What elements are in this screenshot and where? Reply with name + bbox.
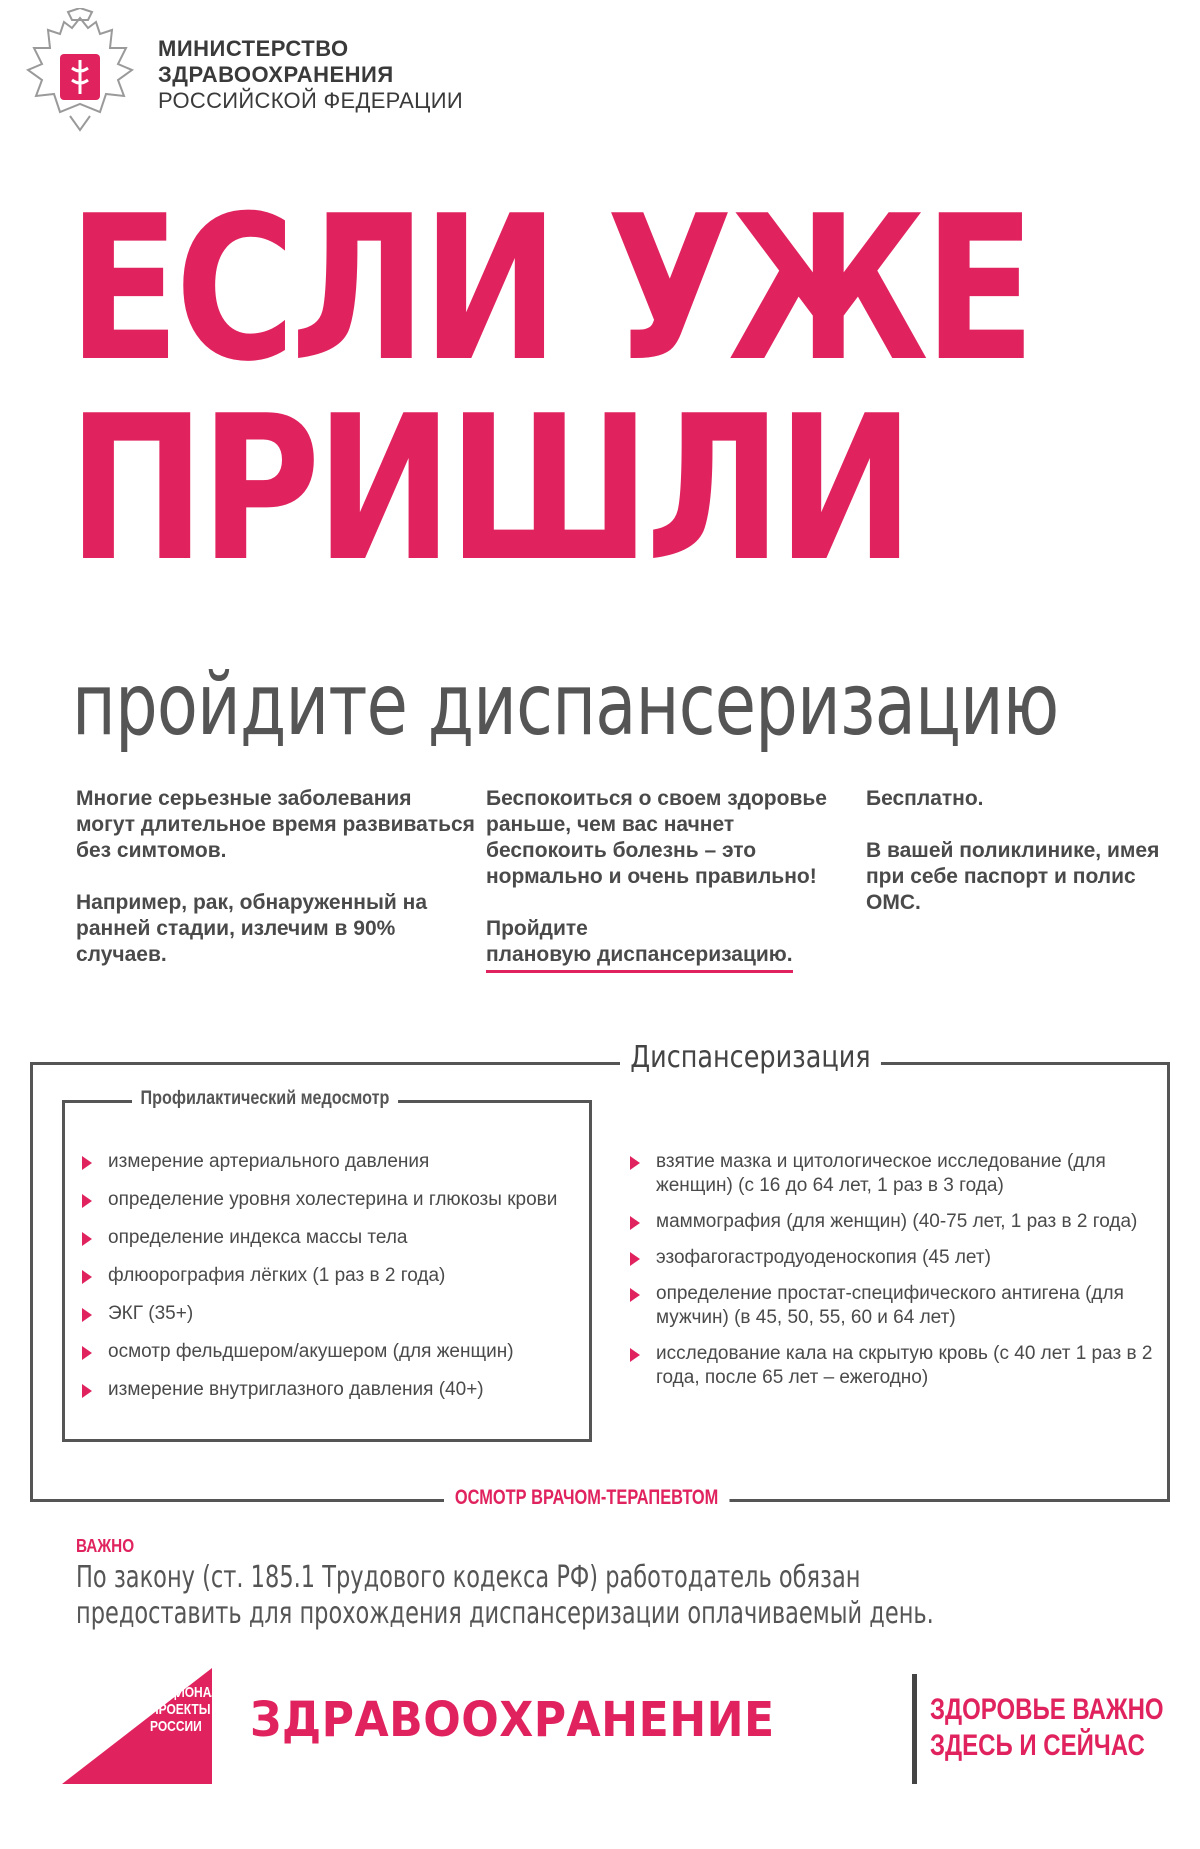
triangle-bullet-icon <box>82 1232 92 1246</box>
headline-line-2: ПРИШЛИ <box>68 373 910 606</box>
footer-divider <box>912 1674 917 1784</box>
triangle-bullet-icon <box>630 1216 640 1230</box>
list-item: ЭКГ (35+) <box>82 1302 582 1326</box>
ministry-name <box>158 36 518 114</box>
list-item: измерение внутриглазного давления (40+) <box>82 1378 582 1402</box>
slogan <box>930 1692 1164 1764</box>
list-item: определение уровня холестерина и глюкозы крови <box>82 1188 582 1212</box>
triangle-bullet-icon <box>82 1194 92 1208</box>
list-item: маммография (для женщин) (40-75 лет, 1 раз в 2 года) <box>630 1210 1160 1234</box>
checkup-list <box>82 1150 582 1402</box>
list-item: взятие мазка и цитологическое исследование (для женщин) (с 16 до 64 лет, 1 раз в 3 года) <box>630 1150 1160 1198</box>
np-line-2: ПРОЕКТЫ <box>150 1701 211 1718</box>
slogan-line-2: ЗДЕСЬ И СЕЙЧАС <box>930 1729 1145 1762</box>
triangle-bullet-icon <box>82 1270 92 1284</box>
list-item: определение индекса массы тела <box>82 1226 582 1250</box>
checkup-title: Профилактический медосмотр <box>132 1088 398 1110</box>
headline-subtitle: пройдите диспансеризацию <box>72 655 1059 755</box>
list-item: исследование кала на скрытую кровь (с 40 лет 1 раз в 2 года, после 65 лет – ежегодно) <box>630 1342 1160 1390</box>
triangle-bullet-icon <box>82 1384 92 1398</box>
national-projects-text <box>150 1684 262 1735</box>
ministry-line-1: МИНИСТЕРСТВО <box>158 36 349 61</box>
column-advice <box>486 786 846 994</box>
column-free <box>866 786 1166 942</box>
list-item: определение простат-специфического антигена (для мужчин) (в 45, 50, 55, 60 и 64 лет) <box>630 1282 1160 1330</box>
triangle-bullet-icon <box>82 1346 92 1360</box>
list-item: осмотр фельдшером/акушером (для женщин) <box>82 1340 582 1364</box>
headline-line-1: ЕСЛИ УЖЕ <box>68 173 1031 406</box>
col2-paragraph-1: Беспокоиться о своем здоровье раньше, чем вас начнет беспокоить болезнь – это нормально и очень правильно! <box>486 787 827 888</box>
therapist-exam-label: ОСМОТР ВРАЧОМ-ТЕРАПЕВТОМ <box>444 1486 729 1510</box>
triangle-bullet-icon <box>630 1348 640 1362</box>
triangle-bullet-icon <box>630 1288 640 1302</box>
col3-paragraph-1: Бесплатно. <box>866 787 984 810</box>
col3-paragraph-2: В вашей поликлинике, имея при себе паспорт и полис ОМС. <box>866 839 1160 914</box>
triangle-bullet-icon <box>630 1156 640 1170</box>
np-line-1: НАЦИОНАЛЬНЫЕ <box>150 1684 257 1701</box>
dispensary-title: Диспансеризация <box>620 1040 881 1075</box>
col2-underlined-link: плановую диспансеризацию. <box>486 943 793 973</box>
triangle-bullet-icon <box>630 1252 640 1266</box>
np-line-3: РОССИИ <box>150 1718 202 1735</box>
important-text <box>76 1560 1036 1632</box>
important-line-1: По закону (ст. 185.1 Трудового кодекса РФ) работодатель обязан <box>76 1560 861 1595</box>
col1-paragraph-2: Например, рак, обнаруженный на ранней стадии, излечим в 90% случаев. <box>76 891 428 966</box>
ministry-line-2: ЗДРАВООХРАНЕНИЯ <box>158 62 394 87</box>
col2-paragraph-2 <box>486 916 846 968</box>
list-item: измерение артериального давления <box>82 1150 582 1174</box>
russian-eagle-emblem-icon <box>20 8 140 136</box>
col2-call-to-action: Пройдите <box>486 917 588 940</box>
col1-paragraph-1: Многие серьезные заболевания могут длительное время развиваться без симтомов. <box>76 787 475 862</box>
list-item: флюорография лёгких (1 раз в 2 года) <box>82 1264 582 1288</box>
slogan-line-1: ЗДОРОВЬЕ ВАЖНО <box>930 1693 1164 1726</box>
headline <box>68 173 1031 606</box>
ministry-line-3: РОССИЙСКОЙ ФЕДЕРАЦИИ <box>158 88 463 113</box>
important-label: ВАЖНО <box>76 1536 135 1556</box>
column-symptoms <box>76 786 476 994</box>
screening-list <box>630 1150 1160 1390</box>
healthcare-wordmark: ЗДРАВООХРАНЕНИЕ <box>250 1692 775 1748</box>
triangle-bullet-icon <box>82 1308 92 1322</box>
list-item: эзофагогастродуоденоскопия (45 лет) <box>630 1246 1160 1270</box>
triangle-bullet-icon <box>82 1156 92 1170</box>
important-line-2: предоставить для прохождения диспансеризации оплачиваемый день. <box>76 1596 934 1631</box>
